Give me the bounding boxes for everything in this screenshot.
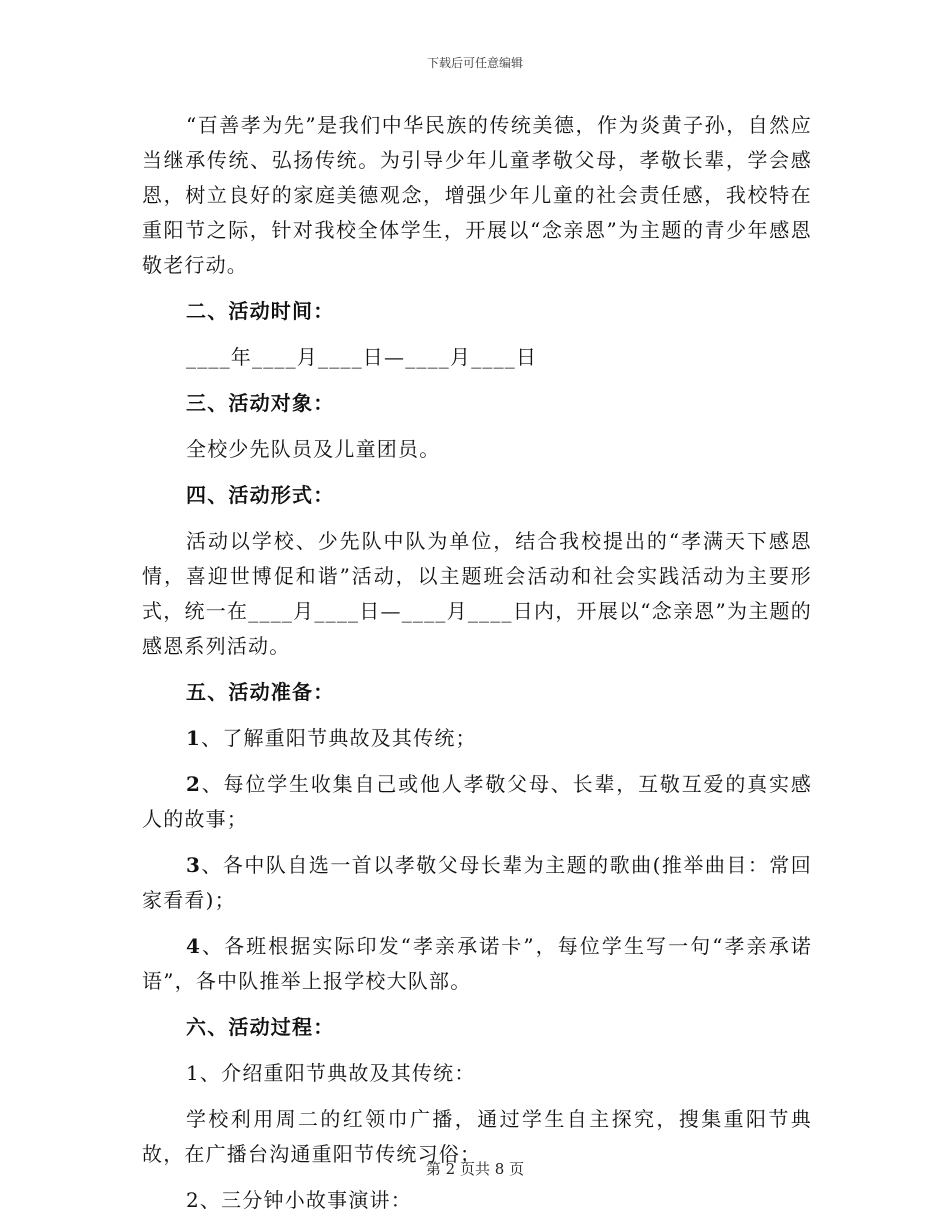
page-header: 下载后可任意编辑: [426, 56, 523, 70]
section-5-item-3: [142, 848, 812, 918]
item-text: 、各班根据实际印发“孝亲承诺卡”，每位学生写一句“孝亲承诺语”，各中队推举上报学校大队部。: [142, 934, 812, 993]
section-6-item-1-text: 学校利用周二的红领巾广播，通过学生自主探究，搜集重阳节典故，在广播台沟通重阳节传统习俗；: [142, 1107, 812, 1166]
intro-paragraph: “百善孝为先”是我们中华民族的传统美德，作为炎黄子孙，自然应当继承传统、弘扬传统。为引导少年儿童孝敬父母，孝敬长辈，学会感恩，树立良好的家庭美德观念，增强少年儿童的社会责任感，我校特在重阳节之际，针对我校全体学生，开展以“念亲恩”为主题的青少年感恩敬老行动。: [142, 113, 812, 277]
section-3-heading: 三、活动对象：: [186, 391, 335, 415]
item-text: 、各中队自选一首以孝敬父母长辈为主题的歌曲(推举曲目：常回家看看)；: [142, 853, 812, 912]
document-body: [142, 108, 812, 1229]
item-number: 1: [186, 726, 202, 750]
item-text: 、每位学生收集自己或他人孝敬父母、长辈，互敬互爱的真实感人的故事；: [142, 772, 812, 831]
section-6-heading: 六、活动过程：: [186, 1015, 335, 1039]
section-5-item-2: [142, 767, 812, 837]
section-2-heading: 二、活动时间：: [186, 299, 335, 323]
section-3-text: 全校少先队员及儿童团员。: [186, 437, 441, 461]
section-5-item-1: [142, 721, 812, 756]
section-6-item-1: 1、介绍重阳节典故及其传统：: [186, 1061, 476, 1085]
section-5-item-4: [142, 929, 812, 999]
section-4-heading: 四、活动形式：: [186, 483, 335, 507]
item-number: 4: [186, 934, 202, 958]
section-5-heading: 五、活动准备：: [186, 680, 335, 704]
section-2-text: ____年____月____日—____月____日: [186, 345, 538, 369]
item-text: 、了解重阳节典故及其传统；: [201, 726, 477, 750]
page-footer: 第 2 页共 8 页: [425, 1160, 525, 1178]
section-6-item-2: 2、三分钟小故事演讲：: [186, 1188, 412, 1212]
item-number: 2: [186, 772, 202, 796]
section-4-text: 活动以学校、少先队中队为单位，结合我校提出的“孝满天下感恩情，喜迎世博促和谐”活动，以主题班会活动和社会实践活动为主要形式，统一在____月____日—____月____日内，开展以“念亲恩”为主题的感恩系列活动。: [142, 529, 812, 658]
item-number: 3: [186, 853, 202, 877]
